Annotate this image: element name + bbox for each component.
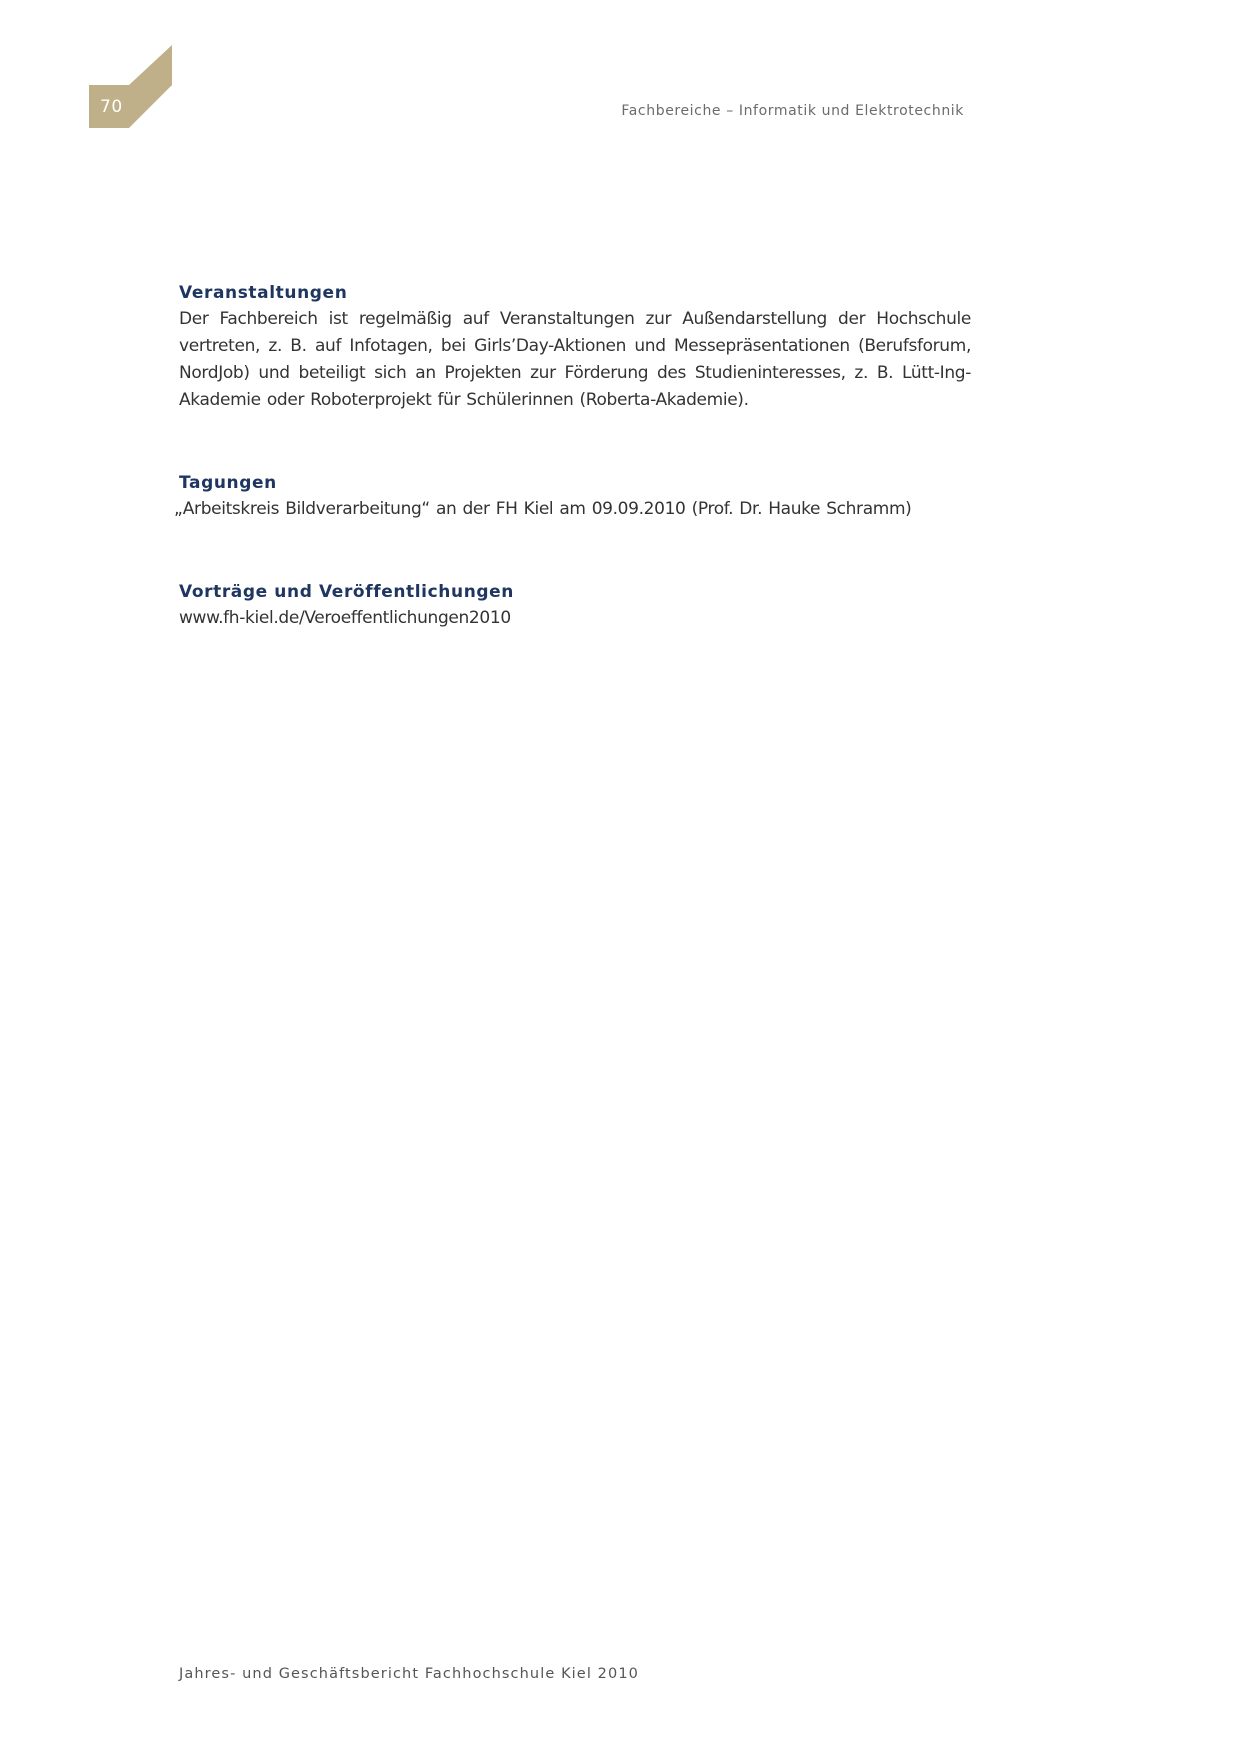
section-publications	[179, 579, 971, 632]
section-body-conferences: „Arbeitskreis Bildverarbeitung“ an der FH Kiel am 09.09.2010 (Prof. Dr. Hauke Schramm)	[174, 499, 912, 519]
page-number-badge	[89, 45, 172, 128]
section-body-events: Der Fachbereich ist regelmäßig auf Veranstaltungen zur Außendarstellung der Hochschule vertreten, z. B. auf Infotagen, bei Girls’Day-Aktionen und Messepräsentationen (Berufsforum, NordJob) und beteiligt sich an Projekten zur Förderung des Studieninteresses, z. B. Lütt-Ing-Akademie oder Roboterprojekt für Schülerinnen (Roberta-Akademie).	[179, 309, 971, 410]
page-number: 70	[100, 97, 123, 117]
section-events	[179, 280, 971, 414]
section-title-publications: Vorträge und Veröffentlichungen	[179, 582, 514, 602]
section-conferences	[174, 470, 971, 523]
running-header: Fachbereiche – Informatik und Elektrotechnik	[621, 103, 964, 119]
running-footer: Jahres- und Geschäftsbericht Fachhochschule Kiel 2010	[179, 1666, 639, 1682]
section-title-conferences: Tagungen	[179, 473, 277, 493]
publications-link[interactable]: www.fh-kiel.de/Veroeffentlichungen2010	[179, 608, 511, 628]
section-title-events: Veranstaltungen	[179, 283, 348, 303]
